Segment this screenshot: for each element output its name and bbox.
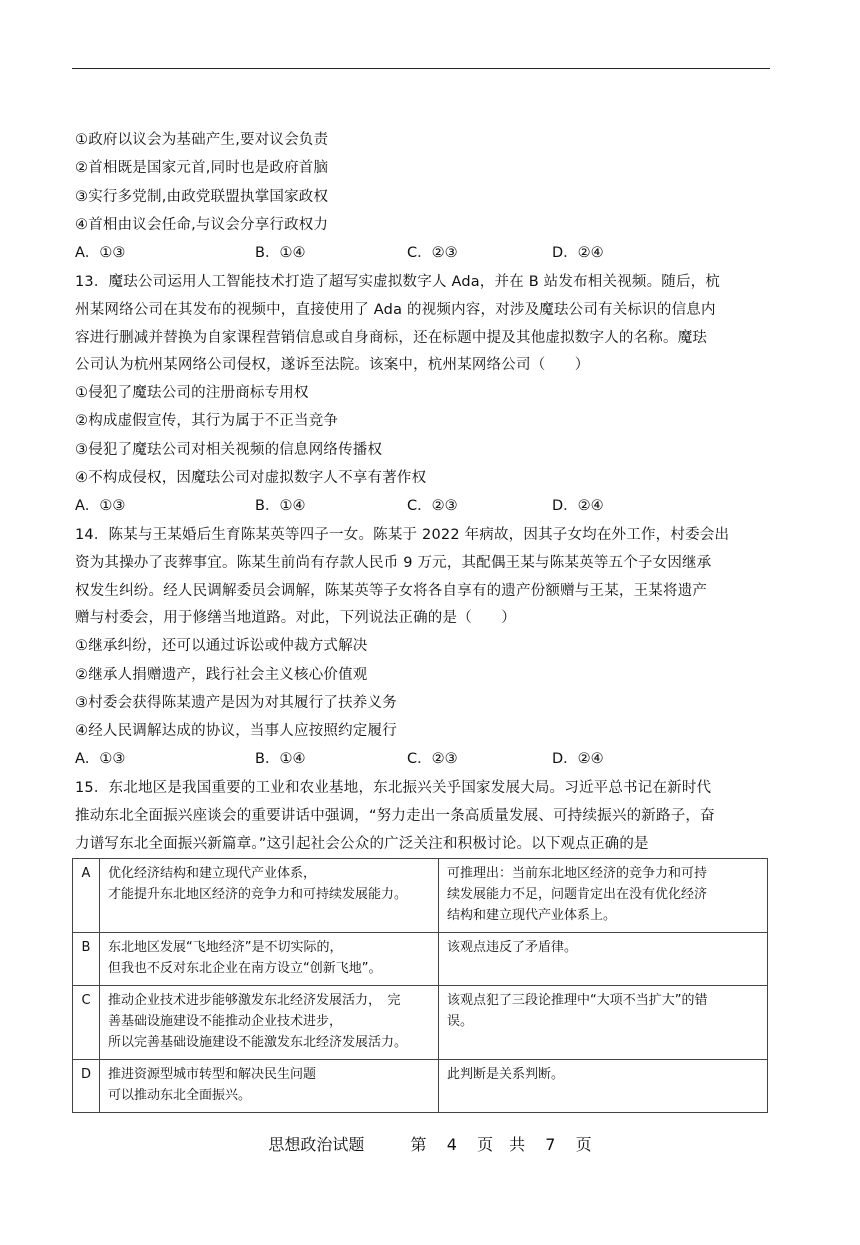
cell-line: 该观点违反了矛盾律。 (447, 940, 578, 955)
q12-option-2: ②首相既是国家元首,同时也是政府首脑 (75, 160, 329, 176)
judgment-cell (439, 859, 768, 933)
row-label: A (73, 859, 100, 933)
cell-line: 东北地区发展“飞地经济”是不切实际的， (108, 940, 343, 955)
cell-line: 可以推动东北全面振兴。 (108, 1088, 252, 1103)
q12-option-4: ④首相由议会任命,与议会分享行政权力 (75, 217, 329, 233)
table-row (73, 859, 768, 933)
cell-line: 此判断是关系判断。 (447, 1067, 565, 1082)
page-footer (0, 1134, 860, 1156)
cell-line: 推进资源型城市转型和解决民生问题 (108, 1067, 317, 1082)
row-label: C (73, 986, 100, 1060)
q13-choice-d: D．②④ (552, 498, 604, 514)
q15-stem-line-1: 15．东北地区是我国重要的工业和农业基地，东北振兴关乎国家发展大局。习近平总书记在新时代 (75, 780, 712, 796)
q13-option-2: ②构成虚假宣传，其行为属于不正当竞争 (75, 413, 339, 429)
q15-stem-line-3: 力谱写东北全面振兴新篇章。”这引起社会公众的广泛关注和积极讨论。以下观点正确的是 (75, 836, 649, 852)
q12-choice-a: A．①③ (75, 245, 126, 261)
q13-stem-line-3: 容进行删减并替换为自家课程营销信息或自身商标，还在标题中提及其他虚拟数字人的名称。魔珐 (75, 330, 708, 346)
footer-page-number: 4 (446, 1135, 457, 1154)
cell-line: 但我也不反对东北企业在南方设立“创新飞地”。 (108, 961, 382, 976)
q13-stem-line-4: 公司认为杭州某网络公司侵权，遂诉至法院。该案中，杭州某网络公司（ ） (75, 357, 590, 373)
q12-option-1: ①政府以议会为基础产生,要对议会负责 (75, 132, 329, 148)
footer-title: 思想政治试题 (268, 1135, 365, 1154)
footer-total-pages: 7 (545, 1135, 556, 1154)
q12-option-3: ③实行多党制,由政党联盟执掌国家政权 (75, 189, 329, 205)
q14-stem-line-4: 赠与村委会，用于修缮当地道路。对此，下列说法正确的是（ ） (75, 610, 516, 626)
q13-choice-a: A．①③ (75, 498, 126, 514)
q14-choice-b: B．①④ (255, 751, 306, 767)
table-row (73, 933, 768, 986)
q13-option-4: ④不构成侵权，因魔珐公司对虚拟数字人不享有著作权 (75, 470, 427, 486)
cell-line: 所以完善基础设施建设不能激发东北经济发展活力。 (108, 1035, 408, 1050)
table-row (73, 1060, 768, 1113)
q12-choice-b: B．①④ (255, 245, 306, 261)
q13-option-3: ③侵犯了魔珐公司对相关视频的信息网络传播权 (75, 442, 383, 458)
footer-page-prefix: 第 (410, 1135, 427, 1154)
judgment-cell (439, 986, 768, 1060)
cell-line: 善基础设施建设不能推动企业技术进步， (108, 1014, 343, 1029)
viewpoint-cell (100, 986, 439, 1060)
footer-page-mid: 页 共 (477, 1135, 526, 1154)
table-row (73, 986, 768, 1060)
footer-page-suffix: 页 (575, 1135, 592, 1154)
row-label: D (73, 1060, 100, 1113)
row-label: B (73, 933, 100, 986)
viewpoint-cell (100, 1060, 439, 1113)
q14-stem-line-2: 资为其操办了丧葬事宜。陈某生前尚有存款人民币 9 万元，其配偶王某与陈某英等五个子女因继承 (75, 555, 712, 571)
q15-option-table (72, 858, 768, 1113)
q12-choice-c: C．②③ (407, 245, 458, 261)
q13-choice-b: B．①④ (255, 498, 306, 514)
cell-line: 结构和建立现代产业体系上。 (447, 908, 617, 923)
cell-line: 优化经济结构和建立现代产业体系， (108, 866, 317, 881)
cell-line: 才能提升东北地区经济的竞争力和可持续发展能力。 (108, 887, 408, 902)
q14-option-3: ③村委会获得陈某遗产是因为对其履行了扶养义务 (75, 695, 397, 711)
q14-choice-c: C．②③ (407, 751, 458, 767)
q14-stem-line-3: 权发生纠纷。经人民调解委员会调解，陈某英等子女将各自享有的遗产份额赠与王某，王某将遗产 (75, 583, 708, 599)
viewpoint-cell (100, 859, 439, 933)
q13-stem-line-2: 州某网络公司在其发布的视频中，直接使用了 Ada 的视频内容，对涉及魔珐公司有关标识的信息内 (75, 302, 716, 318)
judgment-cell (439, 1060, 768, 1113)
cell-line: 误。 (447, 1014, 474, 1029)
cell-line: 推动企业技术进步能够激发东北经济发展活力， 完 (108, 993, 401, 1008)
q13-stem-line-1: 13．魔珐公司运用人工智能技术打造了超写实虚拟数字人 Ada，并在 B 站发布相关视频。随后，杭 (75, 274, 721, 290)
viewpoint-cell (100, 933, 439, 986)
q14-option-4: ④经人民调解达成的协议，当事人应按照约定履行 (75, 723, 397, 739)
q14-option-2: ②继承人捐赠遗产，践行社会主义核心价值观 (75, 667, 368, 683)
q14-choice-d: D．②④ (552, 751, 604, 767)
q14-stem-line-1: 14．陈某与王某婚后生育陈某英等四子一女。陈某于 2022 年病故，因其子女均在外工作，村委会出 (75, 527, 730, 543)
q14-option-1: ①继承纠纷，还可以通过诉讼或仲裁方式解决 (75, 638, 368, 654)
judgment-cell (439, 933, 768, 986)
cell-line: 续发展能力不足，问题肯定出在没有优化经济 (447, 887, 708, 902)
q13-option-1: ①侵犯了魔珐公司的注册商标专用权 (75, 385, 309, 401)
header-rule (72, 68, 770, 69)
cell-line: 该观点犯了三段论推理中“大项不当扩大”的错 (447, 993, 708, 1008)
cell-line: 可推理出：当前东北地区经济的竞争力和可持 (447, 866, 708, 881)
q13-choice-c: C．②③ (407, 498, 458, 514)
q14-choice-a: A．①③ (75, 751, 126, 767)
q15-stem-line-2: 推动东北全面振兴座谈会的重要讲话中强调，“努力走出一条高质量发展、可持续振兴的新路子，奋 (75, 808, 715, 824)
q12-choice-d: D．②④ (552, 245, 604, 261)
